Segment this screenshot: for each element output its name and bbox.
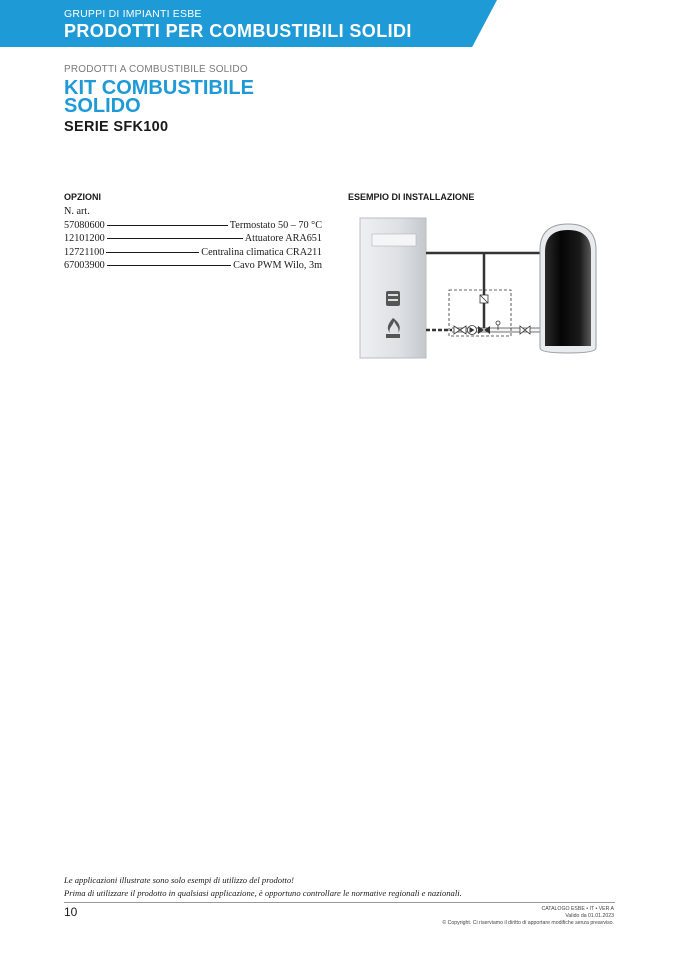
pump-icon xyxy=(468,326,477,335)
options-column-label: N. art. xyxy=(64,206,90,217)
option-row xyxy=(64,259,322,273)
option-code: 57080600 xyxy=(64,219,105,231)
tank-valve-icon xyxy=(520,326,530,334)
page-number: 10 xyxy=(64,905,78,919)
product-subcategory: PRODOTTI A COMBUSTIBILE SOLIDO xyxy=(64,64,248,75)
valve-icon xyxy=(454,326,466,334)
header-category: GRUPPI DI IMPIANTI ESBE xyxy=(64,8,202,20)
option-row xyxy=(64,219,322,233)
leader-line xyxy=(107,225,228,226)
check-valve-icon xyxy=(480,295,488,303)
option-description: Centralina climatica CRA211 xyxy=(201,246,322,258)
footer-note-line: Le applicazioni illustrate sono solo esempi di utilizzo del prodotto! xyxy=(64,875,295,885)
catalog-label: CATALOGO ESBE • IT • VER A xyxy=(541,906,614,912)
footer-divider xyxy=(64,902,615,903)
product-title: KIT COMBUSTIBILE SOLIDO xyxy=(64,77,254,117)
fuel-icon xyxy=(386,291,400,306)
options-heading: OPZIONI xyxy=(64,192,102,202)
leader-line xyxy=(106,252,199,253)
installation-diagram-svg xyxy=(352,210,612,370)
header-section-title: PRODOTTI PER COMBUSTIBILI SOLIDI xyxy=(64,21,412,41)
option-description: Termostato 50 – 70 °C xyxy=(229,219,322,231)
storage-tank xyxy=(540,224,596,353)
options-list xyxy=(64,205,322,273)
option-code: 12721100 xyxy=(64,246,105,258)
option-row xyxy=(64,232,322,246)
option-row xyxy=(64,246,322,260)
installation-heading: ESEMPIO DI INSTALLAZIONE xyxy=(348,192,475,202)
supply-pipe xyxy=(426,253,544,330)
product-series: SERIE SFK100 xyxy=(64,119,169,135)
option-code: 12101200 xyxy=(64,233,105,244)
installation-diagram xyxy=(352,210,612,375)
option-code: 67003900 xyxy=(64,260,105,271)
footer-note-line: Prima di utilizzare il prodotto in qualsiasi applicazione, è opportuno controllare le normative regionali e nazionali. xyxy=(64,888,462,898)
validity-label: Valido da 01.01.2023 xyxy=(565,913,614,919)
footer-catalog-info xyxy=(442,906,614,927)
leader-line xyxy=(107,265,231,266)
option-description: Cavo PWM Wilo, 3m xyxy=(233,260,322,271)
leader-line xyxy=(107,238,243,239)
copyright-label: © Copyright. Ci riserviamo il diritto di apportare modifiche senza preavviso. xyxy=(442,920,614,926)
option-description: Attuatore ARA651 xyxy=(244,233,322,244)
footer-note xyxy=(64,874,624,900)
